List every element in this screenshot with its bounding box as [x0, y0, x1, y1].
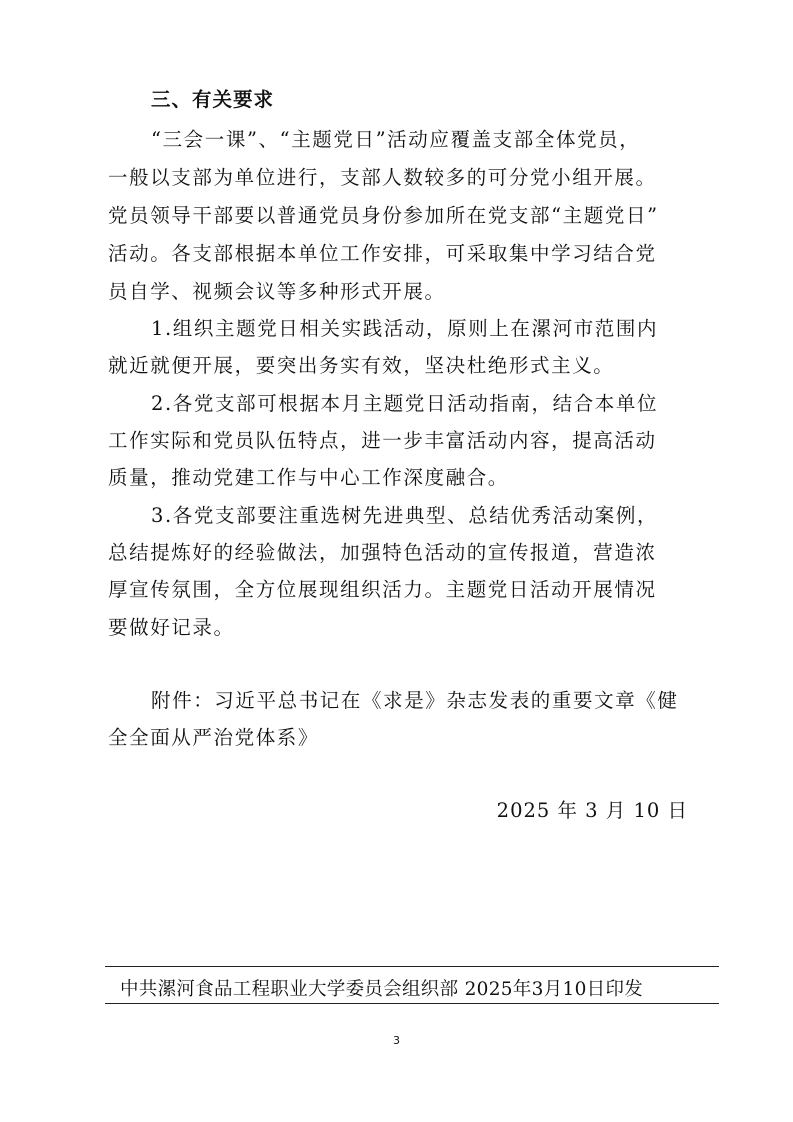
paragraph-line: 工作实际和党员队伍特点，进一步丰富活动内容，提高活动: [108, 429, 657, 452]
attachment-line: 全全面从严治党体系》: [108, 726, 320, 749]
paragraph-line: 3.各党支部要注重选树先进典型、总结优秀活动案例，: [151, 504, 659, 527]
page-number: 3: [393, 1034, 400, 1047]
issuer-line: 中共漯河食品工程职业大学委员会组织部 2025年3月10日印发: [120, 979, 644, 1000]
paragraph-line: 活动。各支部根据本单位工作安排，可采取集中学习结合党: [108, 242, 657, 265]
footer-top-rule: [105, 966, 719, 967]
paragraph-line: 总结提炼好的经验做法，加强特色活动的宣传报道，营造浓: [108, 541, 657, 564]
section-heading: 三、有关要求: [151, 88, 275, 111]
signature-date: 2025 年 3 月 10 日: [496, 799, 688, 822]
paragraph-line: 2.各党支部可根据本月主题党日活动指南，结合本单位: [151, 392, 659, 415]
paragraph-line: 质量，推动党建工作与中心工作深度融合。: [108, 466, 509, 489]
paragraph-line: “三会一课”、“主题党日”活动应覆盖支部全体党员，: [151, 128, 641, 151]
paragraph-line: 一般以支部为单位进行，支部人数较多的可分党小组开展。: [108, 166, 657, 189]
paragraph-line: 厚宣传氛围，全方位展现组织活力。主题党日活动开展情况: [108, 578, 657, 601]
paragraph-line: 1.组织主题党日相关实践活动，原则上在漯河市范围内: [151, 317, 659, 340]
footer-bottom-rule: [105, 1003, 719, 1004]
paragraph-line: 就近就便开展，要突出务实有效，坚决杜绝形式主义。: [108, 354, 615, 377]
paragraph-line: 要做好记录。: [108, 616, 235, 639]
attachment-line: 附件：习近平总书记在《求是》杂志发表的重要文章《健: [151, 689, 679, 712]
paragraph-line: 员自学、视频会议等多种形式开展。: [108, 280, 446, 303]
paragraph-line: 党员领导干部要以普通党员身份参加所在党支部“主题党日”: [108, 204, 659, 227]
